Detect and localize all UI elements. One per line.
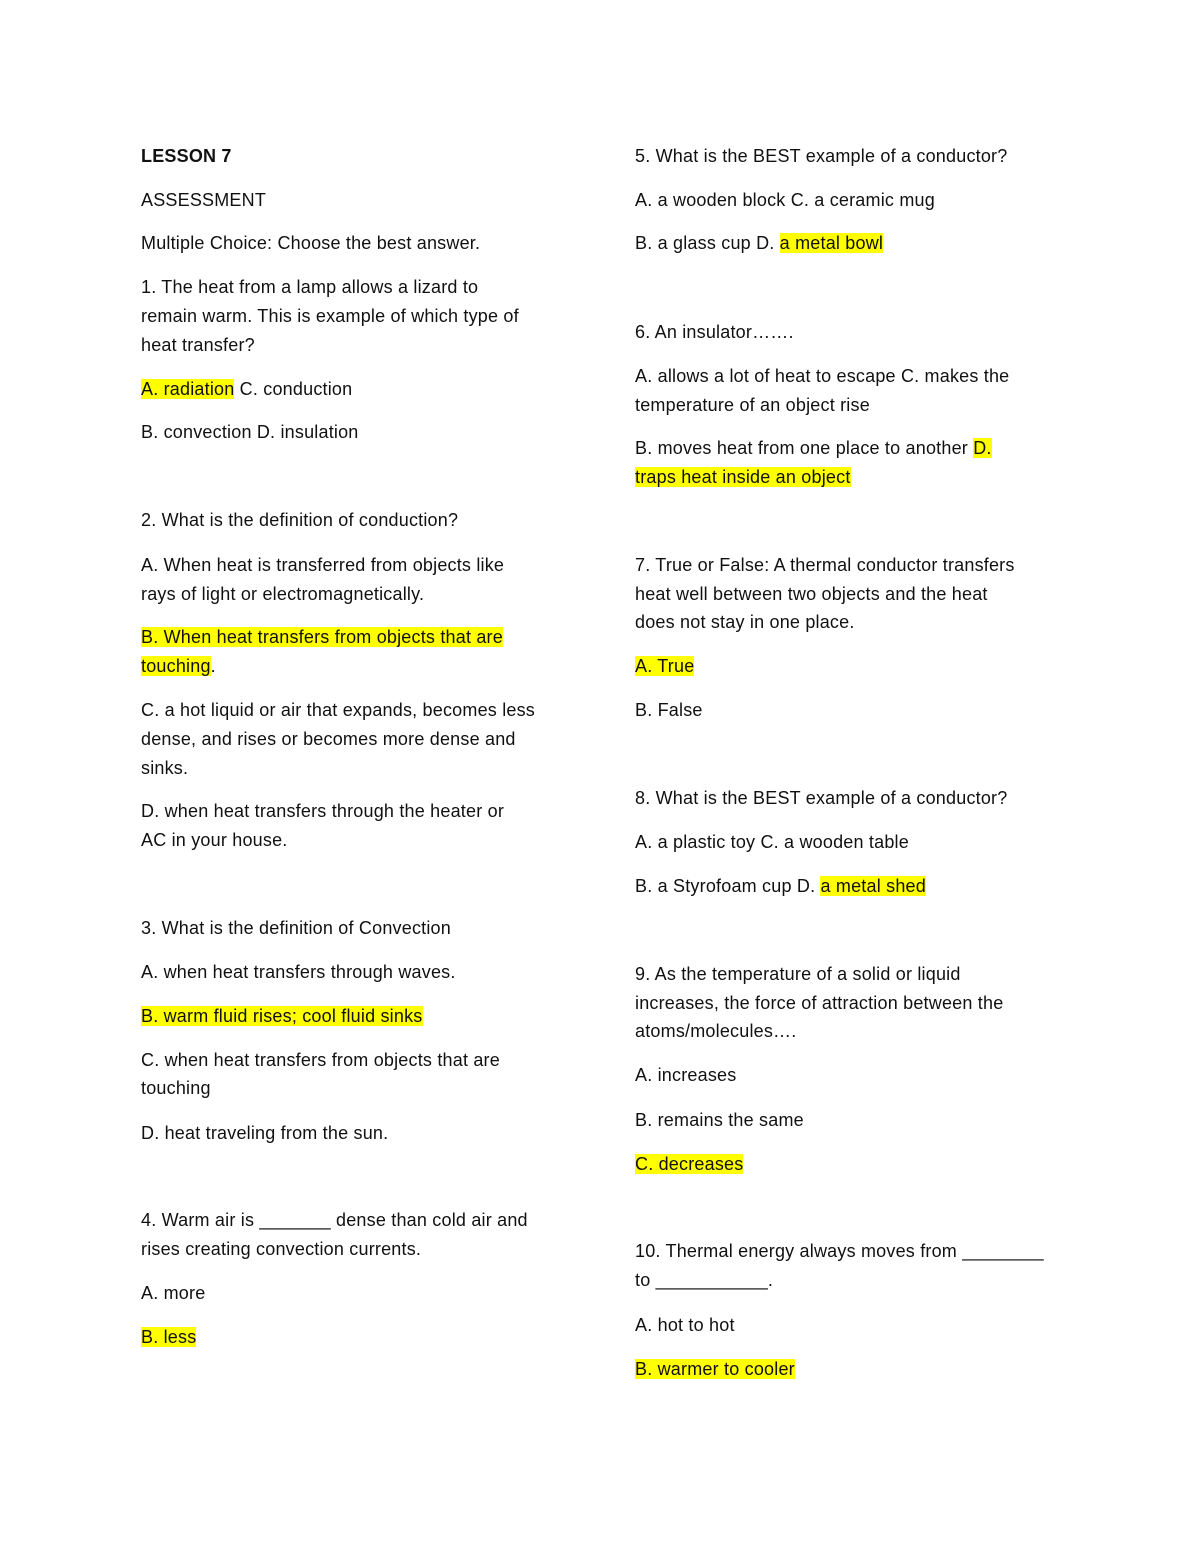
q3-option-c-1: C. when heat transfers from objects that are bbox=[141, 1050, 500, 1070]
q2-option-a-2: rays of light or electromagnetically. bbox=[141, 584, 425, 604]
q1-line-2: remain warm. This is example of which type of bbox=[141, 306, 519, 326]
q5-options-bd: B. a glass cup D. a metal bowl bbox=[635, 233, 884, 253]
q10-line-1: 10. Thermal energy always moves from ________ bbox=[635, 1241, 1044, 1261]
q1-answer-a: A. radiation bbox=[141, 379, 235, 399]
q5-answer-d: a metal bowl bbox=[779, 233, 884, 253]
q4-line-1: 4. Warm air is _______ dense than cold air and bbox=[141, 1210, 528, 1230]
q3-answer-b: B. warm fluid rises; cool fluid sinks bbox=[141, 1006, 423, 1026]
assessment-heading: ASSESSMENT bbox=[141, 190, 267, 210]
q8-line-1: 8. What is the BEST example of a conductor? bbox=[635, 788, 1008, 808]
q2-option-d-2: AC in your house. bbox=[141, 830, 288, 850]
q2-option-a-1: A. When heat is transferred from objects like bbox=[141, 555, 505, 575]
q9-line-2: increases, the force of attraction between the bbox=[635, 993, 1004, 1013]
q7-line-1: 7. True or False: A thermal conductor transfers bbox=[635, 555, 1015, 575]
q2-option-c-3: sinks. bbox=[141, 758, 189, 778]
q6-answer-d: D. bbox=[973, 438, 992, 458]
q1-options-bd: B. convection D. insulation bbox=[141, 422, 359, 442]
q9-line-1: 9. As the temperature of a solid or liquid bbox=[635, 964, 961, 984]
q4-option-a: A. more bbox=[141, 1283, 206, 1303]
q1-line-1: 1. The heat from a lamp allows a lizard to bbox=[141, 277, 479, 297]
q9-option-b: B. remains the same bbox=[635, 1110, 804, 1130]
q2-option-c-1: C. a hot liquid or air that expands, becomes less bbox=[141, 700, 536, 720]
q4-line-2: rises creating convection currents. bbox=[141, 1239, 422, 1259]
q3-line-1: 3. What is the definition of Convection bbox=[141, 918, 451, 938]
q2-answer-b-1: B. When heat transfers from objects that are bbox=[141, 627, 503, 647]
q8-options-ac: A. a plastic toy C. a wooden table bbox=[635, 832, 909, 852]
q8-answer-d: a metal shed bbox=[820, 876, 926, 896]
q6-options-bd-1: B. moves heat from one place to another D. bbox=[635, 438, 992, 458]
q10-option-a: A. hot to hot bbox=[635, 1315, 735, 1335]
q7-line-2: heat well between two objects and the heat bbox=[635, 584, 988, 604]
q3-option-d: D. heat traveling from the sun. bbox=[141, 1123, 389, 1143]
lesson-title: LESSON 7 bbox=[141, 146, 232, 166]
q7-answer-a: A. True bbox=[635, 656, 695, 676]
q5-line-1: 5. What is the BEST example of a conductor? bbox=[635, 146, 1008, 166]
q1-line-3: heat transfer? bbox=[141, 335, 255, 355]
q9-answer-c: C. decreases bbox=[635, 1154, 744, 1174]
q2-answer-b-2: touching. bbox=[141, 656, 216, 676]
q6-answer-d-2: traps heat inside an object bbox=[635, 467, 851, 487]
q6-options-ac-2: temperature of an object rise bbox=[635, 395, 870, 415]
q2-option-d-1: D. when heat transfers through the heater or bbox=[141, 801, 505, 821]
q2-line-1: 2. What is the definition of conduction? bbox=[141, 510, 459, 530]
instructions: Multiple Choice: Choose the best answer. bbox=[141, 233, 481, 253]
q10-answer-b: B. warmer to cooler bbox=[635, 1359, 795, 1379]
q9-line-3: atoms/molecules…. bbox=[635, 1021, 797, 1041]
q5-options-ac: A. a wooden block C. a ceramic mug bbox=[635, 190, 935, 210]
q6-line-1: 6. An insulator……. bbox=[635, 322, 794, 342]
q10-line-2: to ___________. bbox=[635, 1270, 774, 1290]
q2-option-c-2: dense, and rises or becomes more dense and bbox=[141, 729, 516, 749]
q7-option-b: B. False bbox=[635, 700, 703, 720]
q9-option-a: A. increases bbox=[635, 1065, 737, 1085]
q8-options-bd: B. a Styrofoam cup D. a metal shed bbox=[635, 876, 926, 896]
q4-answer-b: B. less bbox=[141, 1327, 197, 1347]
q3-option-a: A. when heat transfers through waves. bbox=[141, 962, 456, 982]
q1-option-c: C. conduction bbox=[234, 379, 353, 399]
q3-option-c-2: touching bbox=[141, 1078, 211, 1098]
q6-options-ac-1: A. allows a lot of heat to escape C. makes the bbox=[635, 366, 1010, 386]
q1-options-ac bbox=[141, 375, 352, 404]
q7-line-3: does not stay in one place. bbox=[635, 612, 855, 632]
